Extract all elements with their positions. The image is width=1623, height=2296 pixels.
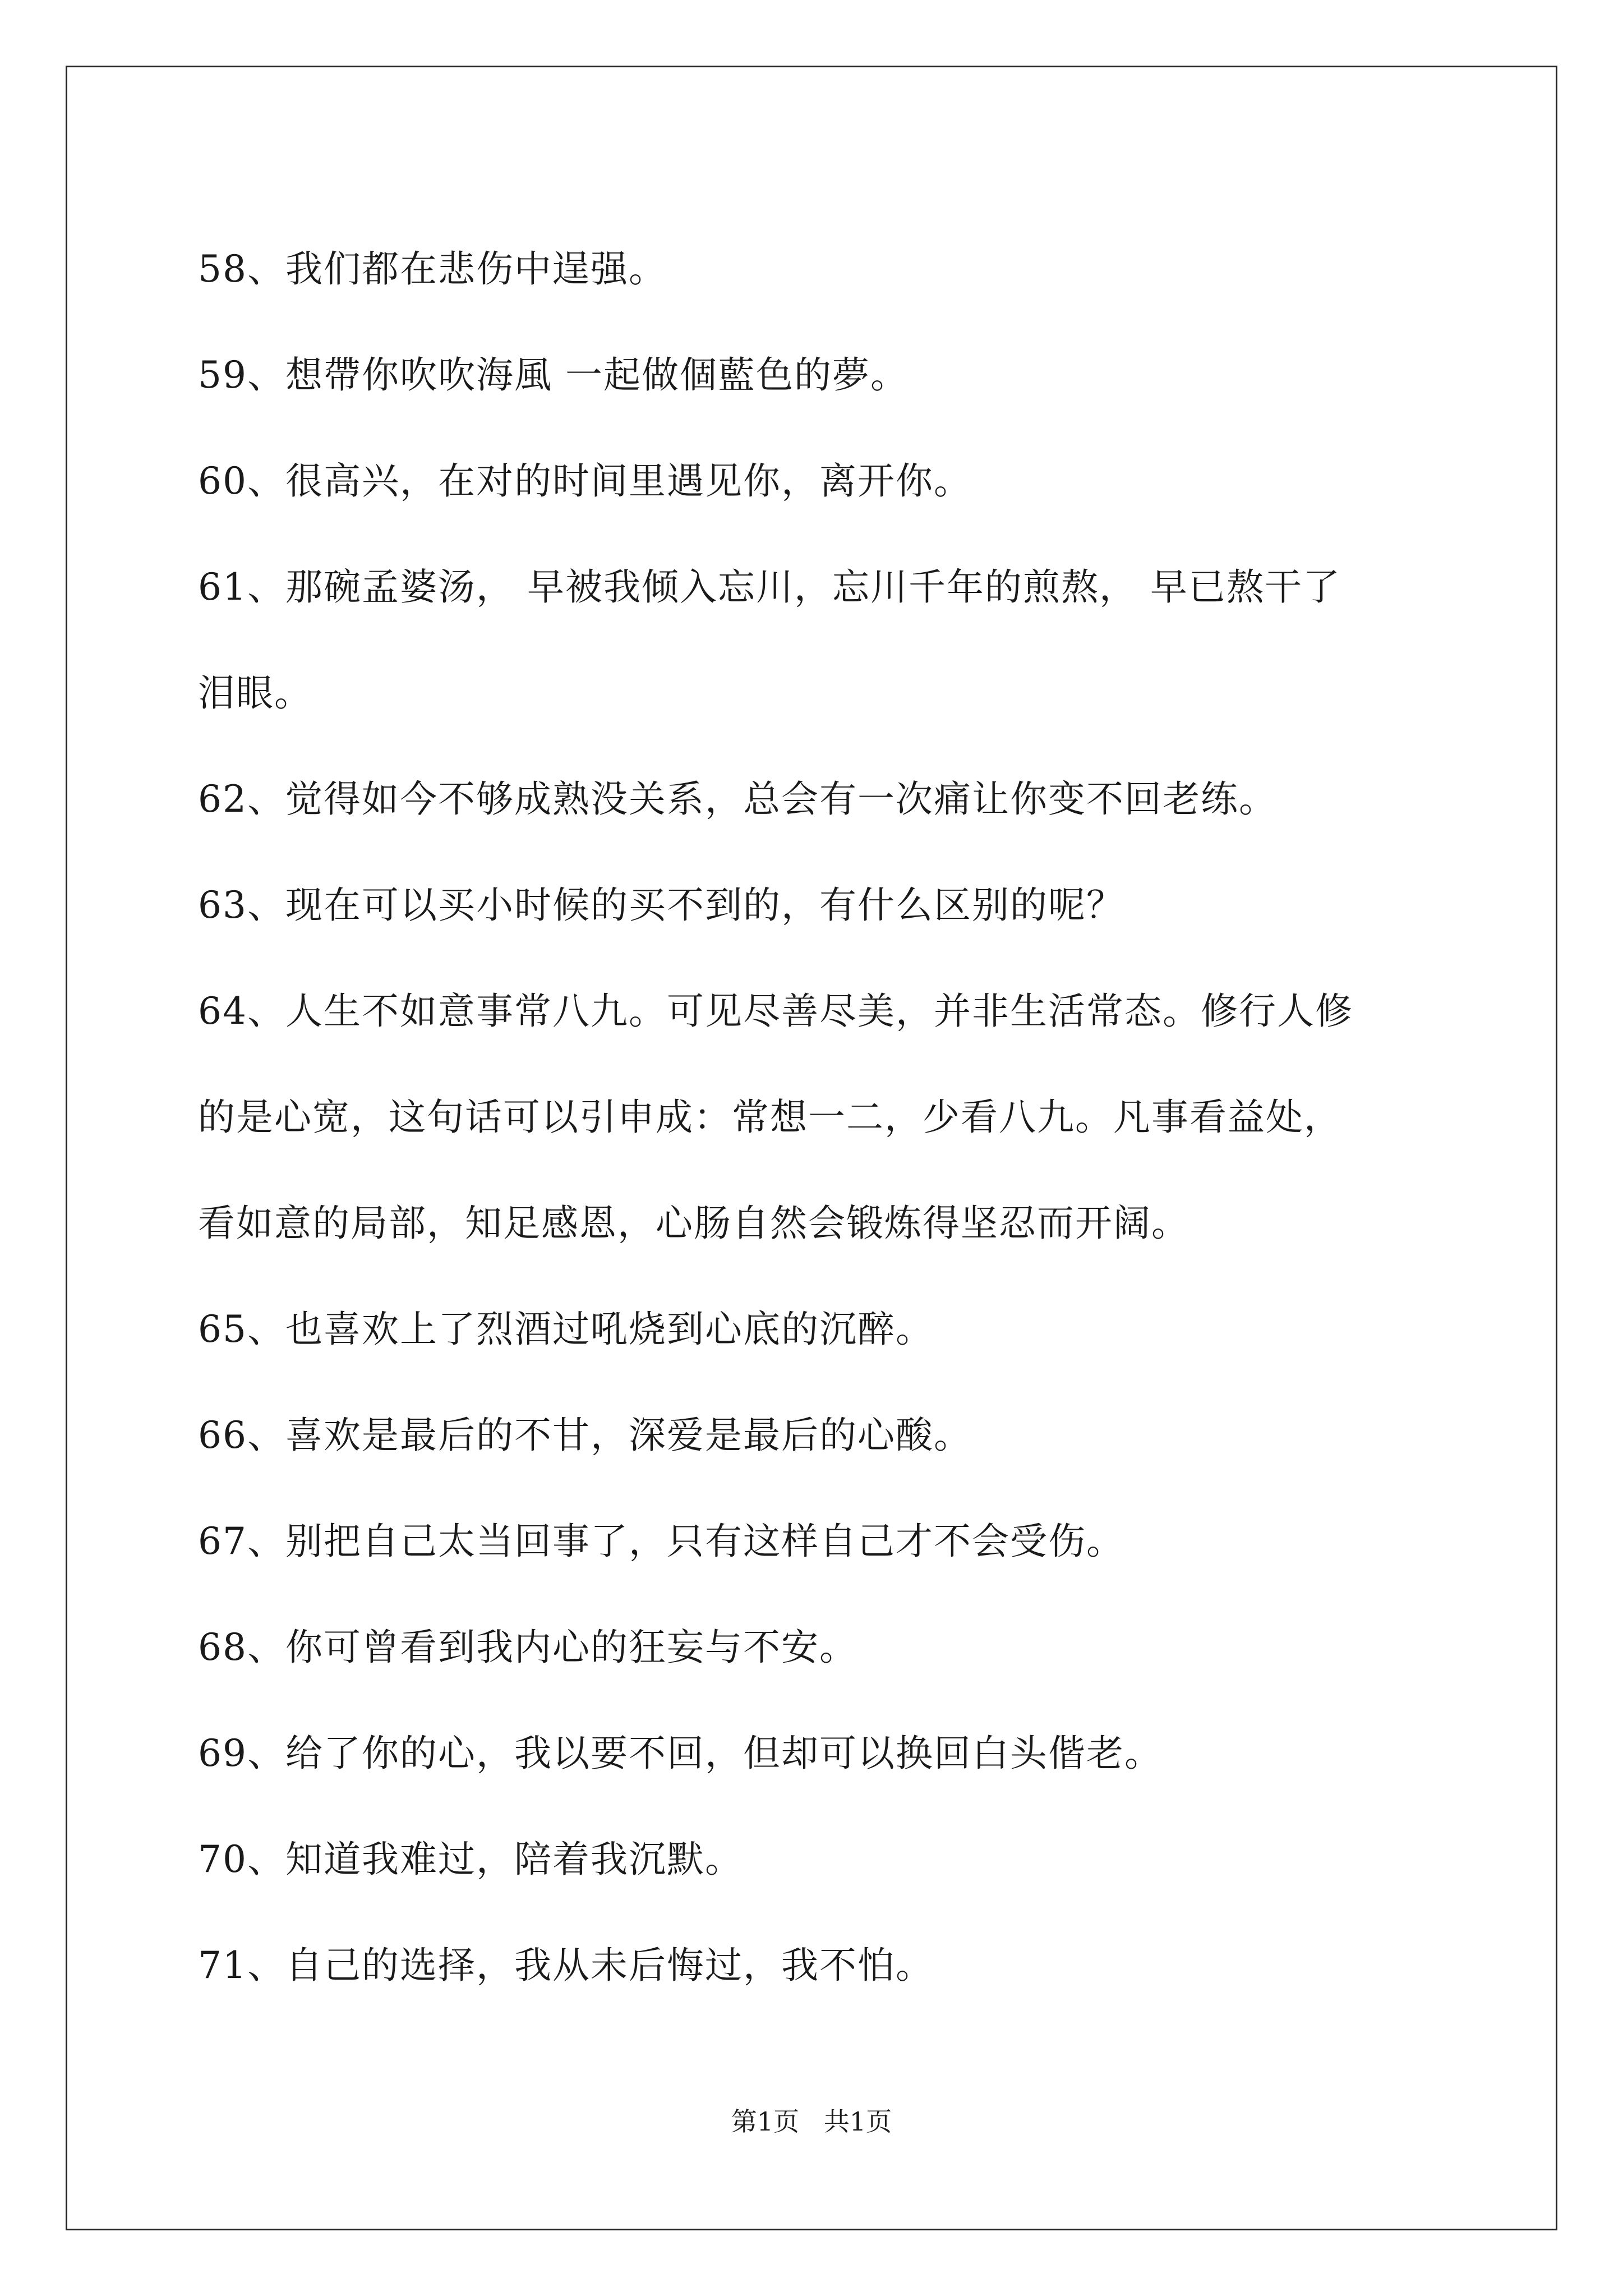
text-line: 68、你可曾看到我内心的狂妄与不安。 — [198, 1626, 857, 1669]
text-line: 泪眼。 — [198, 671, 312, 715]
text-line: 看如意的局部，知足感恩，心肠自然会锻炼得坚忍而开阔。 — [198, 1202, 1189, 1245]
page-footer: 第1页 共1页 — [731, 2106, 892, 2137]
text-line: 70、知道我难过，陪着我沉默。 — [198, 1838, 743, 1881]
text-line: 61、那碗孟婆汤， 早被我倾入忘川，忘川千年的煎熬， 早已熬干了 — [198, 565, 1341, 609]
text-line: 71、自己的选择，我从未后悔过，我不怕。 — [198, 1944, 934, 1987]
text-line: 的是心宽，这句话可以引申成：常想一二，少看八九。凡事看益处， — [198, 1096, 1342, 1139]
text-line: 62、觉得如今不够成熟没关系，总会有一次痛让你变不回老练。 — [198, 777, 1277, 821]
text-line: 63、现在可以买小时候的买不到的，有什么区别的呢？ — [198, 884, 1124, 927]
text-line: 60、很高兴，在对的时间里遇见你，离开你。 — [198, 459, 972, 503]
text-line: 58、我们都在悲伤中逞强。 — [198, 247, 667, 291]
text-line: 65、也喜欢上了烈酒过吼烧到心底的沉醉。 — [198, 1308, 934, 1351]
text-line: 69、给了你的心，我以要不回，但却可以换回白头偕老。 — [198, 1732, 1163, 1775]
text-line: 59、想帶你吹吹海風 一起做個藍色的夢。 — [198, 353, 909, 397]
document-body — [198, 216, 1482, 2018]
text-line: 66、喜欢是最后的不甘，深爱是最后的心酸。 — [198, 1414, 972, 1457]
text-line: 64、人生不如意事常八九。可见尽善尽美，并非生活常态。修行人修 — [198, 990, 1353, 1033]
text-line: 67、别把自己太当回事了，只有这样自己才不会受伤。 — [198, 1520, 1124, 1563]
